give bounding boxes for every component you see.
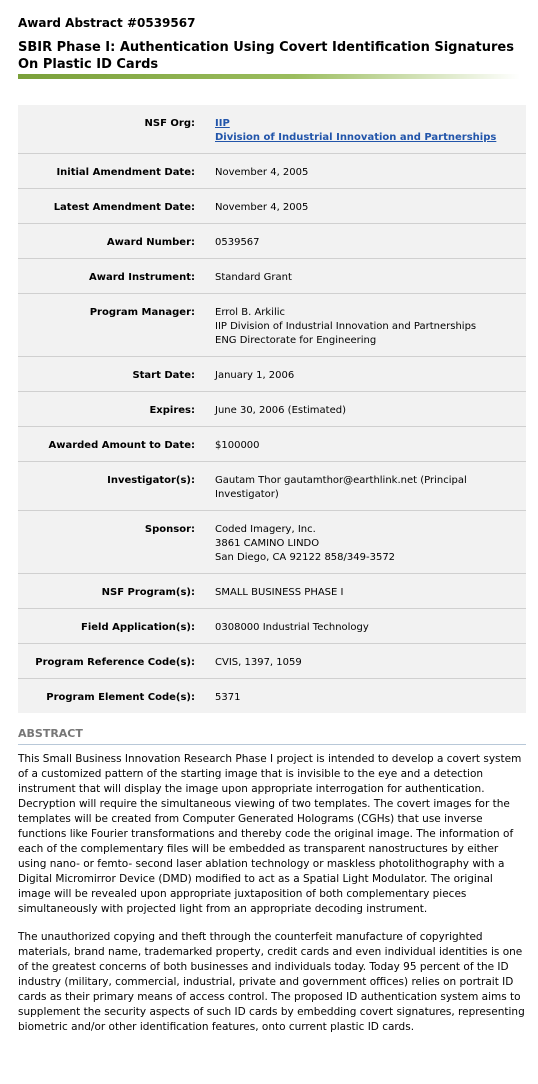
- abstract-heading: ABSTRACT: [18, 727, 83, 740]
- field-label: Program Reference Code(s):: [18, 644, 205, 679]
- field-value: [205, 644, 526, 679]
- info-row: [18, 189, 526, 224]
- field-label: NSF Org:: [18, 105, 205, 154]
- info-row: [18, 609, 526, 644]
- field-value: [205, 105, 526, 154]
- field-value-line: Errol B. Arkilic: [215, 307, 286, 318]
- award-title: SBIR Phase I: Authentication Using Covert Identification Signatures On Plastic ID Cards: [18, 40, 514, 72]
- field-value: [205, 427, 526, 462]
- field-value: [205, 511, 526, 574]
- abstract-paragraph: The unauthorized copying and theft through the counterfeit manufacture of copyrighted materials, brand name, trademarked property, credit cards and even individual identities is one of the greatest concerns of both businesses and individuals today. Today 95 percent of the ID industry (military, commercial, industrial, private and government offices) relies on portrait ID cards as their primary means of access control. The proposed ID authentication system aims to supplement the security aspects of such ID cards by embedding covert signatures, representing biometric and/or other identification features, onto current plastic ID cards.: [18, 931, 525, 1033]
- award-info-table: [18, 105, 526, 713]
- nsf-org-name-link[interactable]: Division of Industrial Innovation and Partnerships: [215, 132, 497, 143]
- field-label: NSF Program(s):: [18, 574, 205, 609]
- field-value-line: ENG Directorate for Engineering: [215, 335, 377, 346]
- field-label: Sponsor:: [18, 511, 205, 574]
- field-value-line: 5371: [215, 692, 241, 703]
- award-number-heading: Award Abstract #0539567: [18, 16, 196, 30]
- field-value-line: November 4, 2005: [215, 167, 309, 178]
- info-row: [18, 105, 526, 154]
- abstract-text: [18, 752, 528, 1048]
- field-value: [205, 609, 526, 644]
- field-value-line: IIP Division of Industrial Innovation and Partnerships: [215, 321, 477, 332]
- field-value: [205, 462, 526, 511]
- info-row: [18, 357, 526, 392]
- field-value: [205, 224, 526, 259]
- field-label: Start Date:: [18, 357, 205, 392]
- field-value-line: November 4, 2005: [215, 202, 309, 213]
- info-row: [18, 259, 526, 294]
- title-underline: [18, 74, 520, 79]
- info-row: [18, 679, 526, 714]
- abstract-paragraph: This Small Business Innovation Research Phase I project is intended to develop a covert system of a customized pattern of the starting image that is invisible to the eye and a detection instrument that will display the image upon appropriate interrogation for authentication. Decryption will require the simultaneous viewing of two templates. The covert images for the templates will be created from Computer Generated Holograms (CGHs) that use inverse functions like Fourier transformations and thereby code the original image. The information of each of the complementary files will be embedded as transparent nanostructures by either using nano- or femto- second laser ablation technology or maskless photolithography with a Digital Micromirror Device (DMD) modified to act as a Spatial Light Modulator. The original image will be revealed upon appropriate juxtaposition of both complementary pieces simultaneously with projected light from an appropriate decoding instrument.: [18, 753, 522, 915]
- field-value: [205, 392, 526, 427]
- field-value-line: CVIS, 1397, 1059: [215, 657, 302, 668]
- field-label: Expires:: [18, 392, 205, 427]
- field-label: Investigator(s):: [18, 462, 205, 511]
- info-row: [18, 294, 526, 357]
- field-value: [205, 259, 526, 294]
- field-value-line: San Diego, CA 92122 858/349-3572: [215, 552, 396, 563]
- field-label: Award Number:: [18, 224, 205, 259]
- field-label: Award Instrument:: [18, 259, 205, 294]
- field-value-line: 3861 CAMINO LINDO: [215, 538, 320, 549]
- field-value-line: Coded Imagery, Inc.: [215, 524, 316, 535]
- info-row: [18, 644, 526, 679]
- field-value-line: Gautam Thor gautamthor@earthlink.net (Principal Investigator): [215, 475, 467, 500]
- info-row: [18, 427, 526, 462]
- field-value-line: $100000: [215, 440, 260, 451]
- field-label: Latest Amendment Date:: [18, 189, 205, 224]
- info-row: [18, 154, 526, 189]
- field-value: [205, 679, 526, 714]
- field-value: [205, 189, 526, 224]
- field-value: [205, 294, 526, 357]
- field-value-line: SMALL BUSINESS PHASE I: [215, 587, 344, 598]
- abstract-divider: [18, 744, 526, 745]
- field-value: [205, 154, 526, 189]
- field-label: Program Element Code(s):: [46, 692, 195, 703]
- info-row: [18, 392, 526, 427]
- field-label: Initial Amendment Date:: [18, 154, 205, 189]
- field-value: [205, 357, 526, 392]
- field-label: Awarded Amount to Date:: [18, 427, 205, 462]
- field-value-line: 0308000 Industrial Technology: [215, 622, 369, 633]
- field-value-line: 0539567: [215, 237, 260, 248]
- field-value-line: June 30, 2006 (Estimated): [215, 405, 346, 416]
- field-value-line: January 1, 2006: [215, 370, 295, 381]
- field-value-line: Standard Grant: [215, 272, 292, 283]
- field-label: Field Application(s):: [18, 609, 205, 644]
- info-row: [18, 511, 526, 574]
- field-label: Program Manager:: [18, 294, 205, 357]
- field-value: [205, 574, 526, 609]
- info-row: [18, 462, 526, 511]
- nsf-org-code-link[interactable]: IIP: [215, 118, 230, 129]
- info-row: [18, 574, 526, 609]
- info-row: [18, 224, 526, 259]
